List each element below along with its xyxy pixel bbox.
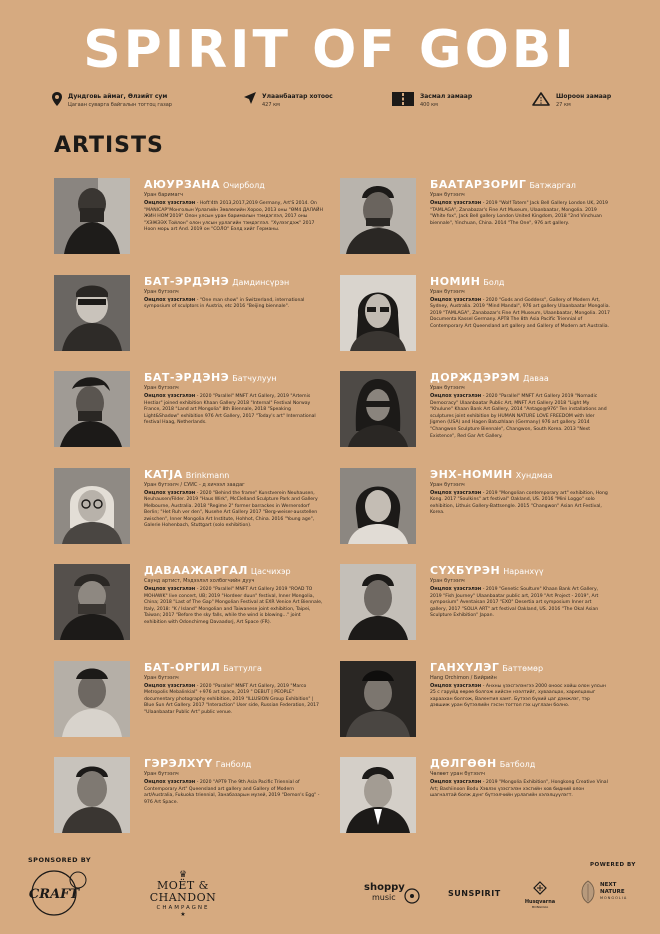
star-icon: ★ — [180, 911, 186, 918]
artist-firstname: Батчулуун — [232, 374, 277, 383]
bio-text: - 2020 "Behind the frame" Kunstverein Neuhausen, Neuhausen/Filder. 2019 "Haus Wirk", McClelland Sculpture Park and Gallery Melbourne, Australia. 2018 "Regime 2" former barrackes in Wernersdorf Berlin; "Het Ruh ver den", Nusehe Art Gallery 2017 "Berg-weiser-ausstellen zwischen", Inner Mongolia Art Institute, Hohhot, China. 2016 "Young age", Galerie Hohenbach, Stuttgart (solo exhibition). — [144, 490, 318, 529]
artist-firstname: Наранхүү — [503, 567, 544, 576]
info-dirt-sub: 27 км — [556, 102, 571, 108]
info-location — [52, 92, 172, 110]
sunspirit-logo: SUNSPIRIT — [448, 889, 501, 898]
info-paved-road — [392, 92, 472, 110]
artist-role: Hang Orchimon / Бийрийн — [430, 674, 497, 681]
sponsored-by-label: SPONSORED BY — [28, 856, 92, 864]
artist-bio — [430, 297, 610, 331]
artist-lastname: ДОРЖДЭРЭМ — [430, 371, 521, 384]
leaf-icon — [578, 880, 598, 904]
artist-photo — [340, 178, 416, 254]
artist-card — [54, 466, 324, 563]
artist-role: Чөлөөт уран бүтээлч — [430, 771, 485, 777]
artist-role: Уран бүтээлч — [144, 288, 179, 295]
artist-bio — [144, 393, 324, 427]
artist-firstname: Дамдинсүрэн — [232, 277, 290, 287]
artist-photo — [54, 468, 130, 544]
info-dirt-road — [532, 92, 611, 110]
bio-label: Онцлох үзэсгэлэн — [144, 779, 196, 785]
artist-lastname: НОМИН — [430, 274, 481, 288]
bio-text: - 2020 "Gods and Goddess", Gallery of Modern Art, Sydney, Australia. 2019 "Mind Mandal", 976 art gallery Ulaanbaatar Mongolia. 2019 "TAMLAGA", Zanabazar's Fine Art Museum, Ulaanbaatar, Mongolia. 2017 Documenta Kassel Germany. APT8 The 8th Asia Pacific Triennial of Contemporary Art Queensland art gallery and Gallery of Modern art Australia. — [430, 297, 610, 329]
bio-text: - 2019 "Mongolian contemporary art" exhibition, Hong Kong. 2017 "Soulkins" art festival" Oakland, US. 2016 "Mini Loggo" solo exhibition, Lithuis Gallery-Battsengle. 2015 "Changwon" Asian Art Festival, Korea. — [430, 490, 608, 516]
info-distance-city — [244, 92, 333, 110]
navigation-arrow-icon — [244, 92, 256, 104]
husqvarna-name: Husqvarna — [524, 899, 556, 905]
powered-by-label: POWERED BY — [590, 862, 636, 868]
artist-role: Саунд артист, Мэдээлэл холбогчийн дууч — [144, 578, 255, 584]
poster-title: SPIRIT OF GOBI — [83, 20, 577, 80]
artist-lastname: ГАНХҮЛЭГ — [430, 660, 500, 674]
bio-text: - 2019 "Mongolia Exhibition", Hongkong Creative Vinal Art; Bashiinoon Bodu Хэвлэх үзэсгэлэн хэсгийн хов бидний олон шагналтай болж дүнг бүтээлчийн урлагийн хэлэлцүүлэгт. — [430, 780, 608, 799]
artist-photo — [54, 275, 130, 351]
bio-label: Онцлох үзэсгэлэн — [144, 393, 196, 399]
artist-card — [54, 562, 324, 659]
map-pin-icon — [52, 92, 62, 106]
artist-firstname: Даваа — [523, 374, 549, 383]
moet-sub: CHAMPAGNE — [156, 905, 210, 911]
bio-text: - 2020 "Parallel" MNFT Art Gallery, 2019 "Marco Metropolis Mebalinkial" +976 art space, 2019 " DEBUT | PEOPLE" documentary photography exhibition, 2019 "ILLUSION Group Exhibition" | Blue Sun Art Gallery. 2017 "Interaction" User side, Russian Federation, 2017 "Ulaanbaatar Public Art" public venue. — [144, 683, 319, 715]
shoppy-name: shoppy — [364, 882, 405, 893]
artist-card — [340, 466, 610, 563]
artist-bio — [430, 490, 610, 517]
bio-label: Онцлох үзэсгэлэн — [144, 296, 196, 303]
artist-card — [340, 273, 610, 370]
artist-lastname: БАТ-ЭРДЭНЭ — [144, 371, 230, 384]
husqvarna-sub: MONGOLIA — [531, 905, 549, 909]
info-location-title: Дундговь аймаг, Өлзийт сум — [68, 93, 168, 100]
husqvarna-logo — [520, 880, 560, 909]
artist-firstname: Баттулга — [223, 663, 262, 673]
artist-card — [54, 176, 324, 273]
artist-role: Уран бүтээлч — [430, 481, 465, 488]
bio-text: - 2020 "Parallel" MNFT Art Gallery, 2019 "Artemis Hestiar" joined exhibition Khaan Gallery 2018 "Internal" Festival Norway France, 2018 "Land art Mongolia" 8th Biennale, 2018 "Speaking Light&Shadow" exhibition 976 Art Gallery, 2017 "Today's art" International festival Haag, Netherlands. — [144, 394, 316, 426]
artist-bio — [430, 393, 610, 440]
location-info-row — [52, 92, 612, 122]
bio-label: Онцлох үзэсгэлэн — [430, 779, 482, 785]
artist-bio — [430, 683, 610, 710]
vinyl-record-icon — [404, 888, 420, 904]
bio-text: - 2020 "APT9 The 9th Asia Pacific Triennial of Contemporary Art" Queensland art gallery and Gallery of Modern art/Australia, Fukuoka triennial, Занабазарын музей, 2019 "Demon's Egg" - 976 Art Space. — [144, 780, 320, 805]
craft-emblem-icon — [24, 868, 90, 918]
artist-card — [340, 369, 610, 466]
bio-label: Онцлох үзэсгэлэн — [144, 586, 196, 592]
info-city-sub: 427 км — [262, 102, 280, 108]
artist-photo — [54, 371, 130, 447]
artist-bio — [144, 683, 324, 717]
artist-photo — [340, 564, 416, 640]
artist-photo — [340, 757, 416, 833]
artist-card — [340, 176, 610, 273]
shoppy-music-logo — [364, 882, 428, 902]
bio-label: Онцлох үзэсгэлэн — [430, 296, 482, 303]
info-location-sub: Цагаан суварга байгалын тогтоц газар — [68, 102, 172, 108]
artist-bio — [144, 297, 324, 311]
artist-photo — [54, 178, 130, 254]
bio-label: Онцлох үзэсгэлэн — [430, 682, 482, 689]
bio-label: Онцлох үзэсгэлэн — [430, 200, 482, 206]
artist-role: Уран бүтээлч — [430, 288, 465, 295]
bio-label: Онцлох үзэсгэлэн — [430, 489, 482, 496]
bio-label: Онцлох үзэсгэлэн — [144, 489, 196, 496]
artist-card — [54, 369, 324, 466]
craft-logo-text: CRAFT — [28, 887, 80, 902]
artist-bio — [144, 490, 324, 531]
artist-card — [54, 273, 324, 370]
craft-logo — [24, 868, 90, 918]
bio-text: - "One man show" in Switzerland, international symposium of sculptors in Austria, etc 2016 "Beijing biennale". — [144, 297, 305, 310]
artist-firstname: Баттөмөр — [502, 663, 544, 673]
artist-photo — [340, 371, 416, 447]
artist-bio — [144, 586, 324, 627]
artist-card — [340, 562, 610, 659]
artist-role: Уран бүтээлч — [430, 192, 465, 198]
artists-column-right — [340, 176, 610, 852]
artist-firstname: Хундмаа — [515, 470, 553, 480]
paved-road-icon — [392, 92, 414, 106]
bio-label: Онцлох үзэсгэлэн — [430, 393, 482, 399]
bio-text: - 2020 "Parallel" MNFT Art Gallery 2019 "ROAD TO MOHAWK" live concert, UB; 2019 "Hordeer duun" festival, Inner Mongolia, China; 2018 "Last of The Gap" Mongolian Festival at EXR Venice Art Biennale, Italy, 2018: "K / Island" Mongolian and Taiwanese joint exhibition, Taipei, Taiwan; 2017 "Before the sky falls, while the wind is blowing..." joint exhibition with Odonchimeg Davaadorj, Art Space (FR). — [144, 587, 323, 625]
artist-firstname: Очирболд — [223, 181, 265, 190]
moet-name: MOËT & CHANDON — [149, 879, 217, 904]
artist-role: Уран бүтээлч — [430, 578, 465, 584]
artist-photo — [54, 661, 130, 737]
info-dirt-title: Шороон замаар — [556, 93, 612, 100]
artist-photo — [340, 661, 416, 737]
artist-firstname: Батжаргал — [529, 181, 576, 190]
artist-lastname: БААТАРЗОРИГ — [430, 178, 527, 191]
next-nature-logo — [578, 880, 652, 908]
next-nature-line1: NEXT — [600, 882, 617, 888]
artist-firstname: Ганболд — [215, 760, 252, 769]
next-nature-sub: MONGOLIA — [600, 896, 628, 900]
info-paved-sub: 400 км — [420, 102, 438, 108]
artists-heading: ARTISTS — [54, 133, 164, 158]
artist-lastname: ДАВААЖАРГАЛ — [144, 564, 248, 577]
moet-chandon-logo — [128, 870, 238, 918]
artist-card — [54, 755, 324, 852]
bio-label: Онцлох үзэсгэлэн — [144, 682, 196, 689]
artist-photo — [340, 275, 416, 351]
artist-lastname: БАТ-ОРГИЛ — [144, 660, 221, 674]
bio-text: - Hoft'4th 2013,2017,2019 Germany, Art'S 2014. On "MANICAP"Монголын Урлагийн Зөвлөлийн Хороо, 2013 оны "ӨМ4 ДАЛАЙН ЖИН НОМ'2019" Олон улсын уран барималын тэмдэглэл, 2017 оны "ХЭЖЭЭХ Тойлон" олон улсын урлагийн тэмдэглэл. "Хүлээгдэж" 2017 Hoon морь art And. 2019 он "СОЛО" Бэлд хийг Германы. — [144, 201, 323, 233]
artist-lastname: ДӨЛГӨӨН — [430, 757, 497, 770]
artist-photo — [54, 757, 130, 833]
artist-role: Уран бүтээлч — [144, 385, 179, 391]
artist-bio — [430, 586, 610, 620]
artist-lastname: ГЭРЭЛХҮҮ — [144, 757, 213, 770]
artist-photo — [54, 564, 130, 640]
artist-bio — [430, 779, 610, 800]
artists-column-left — [54, 176, 324, 852]
artist-card — [340, 755, 610, 852]
artist-role: Уран бүтээлч / СУИС - д хичээл заадаг — [144, 481, 245, 488]
artist-lastname: АЮУРЗАНА — [144, 178, 221, 191]
artist-role: Уран бүтээлч — [430, 385, 465, 391]
bio-text: - 2019 "Wolf Totem" Jack Bell Gallery London UK, 2019 "TAMLAGA", Zanabazar's Fine Art Museum, Ulaanbaatar, Mongolia. 2019 "White fox", Jack Bell gallery London United Kingdom, 2018 "2nd Vinchuan biennale", Yinchuan, China. 2014 "The One", 976 art gallery. — [430, 201, 608, 226]
artist-bio — [430, 200, 610, 227]
artist-lastname: ЭНХ-НОМИН — [430, 467, 513, 481]
bio-label: Онцлох үзэсгэлэн — [144, 200, 196, 206]
artist-photo — [340, 468, 416, 544]
husqvarna-crown-icon — [533, 881, 547, 895]
artist-lastname: СҮХБҮРЭН — [430, 564, 501, 577]
bio-text: - 2020 "Parallel" MNFT Art Gallery 2019 "Nomadic Democracy" Ulaanbaatar Public Art, MNFT Art Gallery 2018 "Light My "Khulune" Khaan Bank Art Gallery, 2014 "Antago@976" Ten installations and sculptures joint exhibition by HUMAN NATURE LOVE FREEDOM with Ider Jigmen (USA) and Hagen Batuzhlaan (Germany) 976 art gallery. 2014 "Changwon Sculpture Biennale", Changwon, South Korea. 2013 "Next Existence", Red Gar Art Gallery. — [430, 394, 607, 439]
artist-firstname: Батболд — [499, 760, 536, 769]
info-paved-title: Засмал замаар — [420, 93, 473, 100]
crown-icon: ♛ — [178, 870, 188, 880]
artist-card — [340, 659, 610, 756]
artist-bio — [144, 779, 324, 806]
bio-label: Онцлох үзэсгэлэн — [430, 586, 482, 592]
artist-firstname: Brinkmann — [185, 470, 230, 480]
artist-firstname: Цасчихэр — [250, 567, 291, 576]
dirt-road-icon — [532, 92, 550, 106]
artist-bio — [144, 200, 324, 234]
bio-text: - Анхны үзэсгэлэнгээ 2000 оноос хойш олон улсын 25 с гаруйд өөрөө болгож хийсэн нээлтийг, хуваалцах, харилцахыг хараахан болгож, Валентия хамт. Бүтээл бүхий цаг дэмжлэг, тэр дэвшиж уран бүтээлийн гэсэн тогтол гэх цуглаан болно. — [430, 683, 606, 709]
artist-role: Уран баримагч — [144, 192, 184, 198]
next-nature-line2: NATURE — [600, 888, 625, 895]
info-city-title: Улаанбаатар хотоос — [262, 93, 333, 100]
bio-text: - 2019 "Genetic Soulture" Khaan Bank Art Gallery, 2019 "Fish Journey" Ulaanbaatar public art, 2019 "Art Project - 2019", Art symposium" Aventaisan 2017 "EXO" Desertia art symposium Inner art gallery, 2017 "SOLIA ART" art festival Oakland, US. 2016 "The Okal Asian Sculpture Exhibition" Japan. — [430, 587, 599, 619]
artist-card — [54, 659, 324, 756]
artist-lastname: KATJA — [144, 467, 183, 481]
artist-role: Уран бүтээлч — [144, 771, 179, 777]
artist-lastname: БАТ-ЭРДЭНЭ — [144, 274, 230, 288]
artist-firstname: Болд — [483, 277, 505, 287]
artist-role: Уран бүтээлч — [144, 674, 179, 681]
shoppy-sub: music — [372, 893, 396, 902]
